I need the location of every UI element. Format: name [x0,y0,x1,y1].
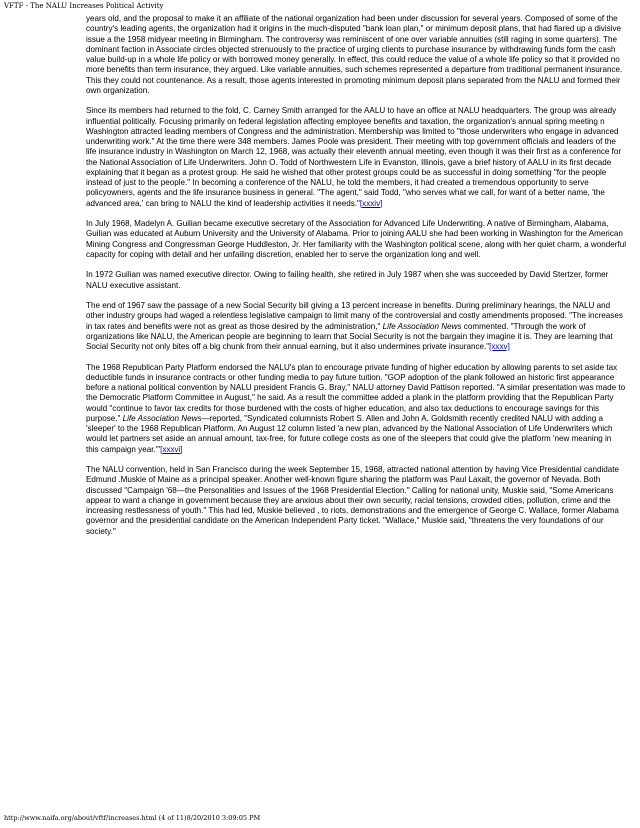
paragraph-text: The 1968 Republican Party Platform endorsed the NALU's plan to encourage private funding of higher education by allowing parents to set aside tax deductible funds in insurance contracts or other funding media to pay future tuition. "GOP adoption of the plank followed an historic first appearance before a national political convention by NALU president Francis G. Bray," NALU attorney David Pattison reported. "A similar presentation was made to the Democratic Platform Committee in August," he said. As a result the committee added a plank in the platform providing that the Republican Party would "continue to favor tax credits for those burdened with the costs of higher education, and also tax deductions to encourage savings for this purpose." [86,362,626,423]
paragraph-aalu-origins: years old, and the proposal to make it an affiliate of the national organization had been under discussion for several years. Composed of some of the country's leading agents, the organization had it origins in the much-disputed "bank loan plan," or minimum deposit plans, that had flared up a divisive issue a the 1958 midyear meeting in Birmingham. The controversy was reminiscent of one over variable annuities (still raging in some quarters). The dominant faction in Associate circles objected strenuously to the practice of urging clients to purchase insurance by withdrawing funds form the cash value build-up in a whole life policy or with borrowed money generally. In effect, this could reduce the value of a whole life policy so that it provided no more benefits than term insurance, they argued. Like variable annuities, such schemes represented a departure from traditional permanent insurance. This they could not countenance. As a result, those agents interested in promoting minimum deposit plans separated from the NALU and formed their own organization. [86,14,623,95]
paragraph-guilian: In July 1968, Madelyn A. Guilian became executive secretary of the Association for Advanced Life Underwriting. A native of Birmingham, Alabama, Guilian was educated at Auburn University and the University of Alabama. Prior to joining AALU she had been working in Washington for the American Mining Congress and Congressman George Huddleston, Jr. Her familiarity with the Washington political scene, along with her quiet charm, a wonderful capacity for coping with detail and her unfailing discretion, enabled her to serve the organization long and well. [86,219,627,259]
paragraph-social-security [86,301,626,352]
article-body [86,14,626,547]
publication-title: Life Association News [382,321,462,331]
paragraph-text: commented. "Through the work of organizations like NALU, the American people are beginning to learn that Social Security is not the bargain they imagine it is. They are learning that Social Security not only bites off a big chunk from their annual earning, but it also undermines private insurance." [86,321,613,351]
footnote-link-xxxv[interactable]: [xxxv] [489,342,510,351]
paragraph-text: Since its members had returned to the fold, C. Carney Smith arranged for the AALU to have an office at NALU headquarters. The group was already influential politically. Focusing primarily on federal legislation affecting employee benefits and taxation, the organization's annual spring meeting n Washington attracted leading members of Congress and the administration. Membership was limited to "those underwriters who engage in advanced underwriting work." At the time there were 348 members. James Poole was president. Their meeting with top government officials and leaders of the life insurance industry in Washington on March 12, 1968, was actually their eleventh annual meeting, even though it was their first as a conference for the National Association of Life Underwriters. John O. Todd of Northwestern Life in Evanston, Illinois, gave a brief history of AALU in its first decade explaining that it began as a protest group. He said he wished that other protest groups could be as successful in doing something "for the people instead of just to the people." In becoming a conference of the NALU, he told the members, it had created a tremendous opportunity to serve policyowners, agents and the life insurance business in general. "The agent," said Todd, "who serves what we call, for want of a better name, 'the advanced area,' can bring to NALU the kind of leadership activities it needs." [86,106,622,208]
paragraph-text: The end of 1967 saw the passage of a new Social Security bill giving a 13 percent increase in benefits. During preliminary hearings, the NALU and other industry groups had waged a relentless legislative campaign to limit many of the controversial and costly amendments proposed. "The increases in tax rates and benefits were not as great as those desired by the administration," [86,301,623,331]
footnote-link-xxxiv[interactable]: [xxxiv] [359,198,383,208]
paragraph-aalu-conference [86,106,626,209]
paragraph-republican-platform [86,363,626,455]
page-header: VFTF - The NALU Increases Political Activity [4,2,164,10]
page-footer: http://www.naifa.org/about/vftf/increases.html (4 of 11)8/20/2010 3:09:05 PM [4,814,261,822]
footnote-link-xxxvi[interactable]: [xxxvi] [160,444,183,454]
paragraph-guilian-director: In 1972 Guilian was named executive director. Owing to failing health, she retired in July 1987 when she was succeeded by David Stertzer, former NALU executive assistant. [86,270,609,290]
publication-title: Life Association News [122,413,202,423]
paragraph-text: —reported, "Syndicated columnists Robert S. Allen and John A. Goldsmith recently credited NALU with adding a 'sleeper' to the 1968 Republican Platform. An August 12 column listed 'a new plan, advanced by the National Association of Life Underwriters which would let partners set aside an annual amount, tax-free, for future college costs as one of the sleepers that could give the platform 'new meaning in this campaign year.'" [86,413,613,454]
paragraph-nalu-convention: The NALU convention, held in San Francisco during the week September 15, 1968, attracted national attention by having Vice Presidential candidate Edmund .Muskie of Maine as a principal speaker. Another well-known figure sharing the platform was Paul Laxalt, the governor of Nevada. Both discussed "Campaign '68—the Personalities and Issues of the 1968 Presidential Election." Calling for national unity, Muskie said, "Some Americans appear to want a change in government because they are anxious about their own security, racial tensions, crowded cities, pollution, crime and the increasing restlessness of youth." This had led, Muskie believed , to riots, demonstrations and the emergence of George C. Wallace, former Alabama governor and the presidential candidate on the American Independent Party ticket. "Wallace," Muskie said, "threatens the very foundations of our society." [86,465,620,536]
